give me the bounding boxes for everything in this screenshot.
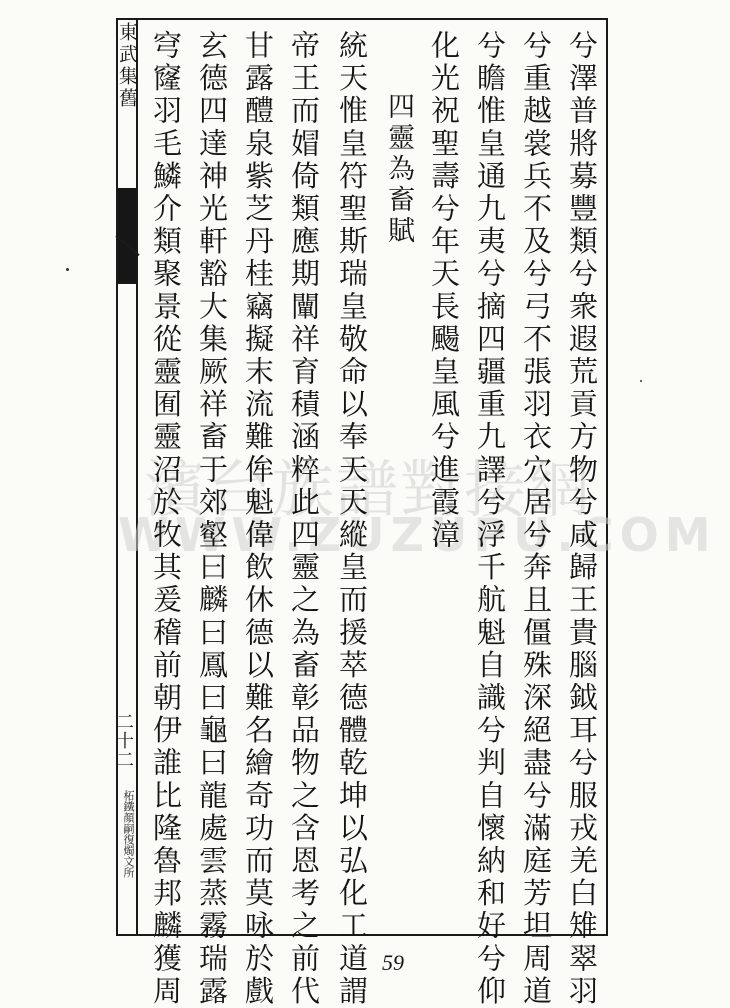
text-column-6: 統天惟皇符聖斯瑞皇敬命以奉天天縱皇而援萃德體乾坤以弘化工道謂 xyxy=(335,30,369,1008)
text-column-3: 兮瞻惟皇通九夷兮摘四疆重九譯兮浮千航魁自識兮判自懷納和好兮仰 xyxy=(473,30,507,1008)
text-column-8: 甘露醴泉紫芝丹桂竊擬末流難侔魁偉飲休德以難名繪奇功而莫咏於戲 xyxy=(241,30,275,1008)
scan-speck xyxy=(640,380,642,382)
text-column-10: 穹窿羽毛鱗介類聚景從靈囿靈沼於牧其爰稽前朝伊誰比隆魯邦麟獲周 xyxy=(149,30,183,1008)
text-column-4: 化光祝聖壽兮年天長颺皇風兮進霞漳 xyxy=(427,30,461,552)
section-heading: 四靈為畜賦 xyxy=(383,92,414,247)
scan-speck xyxy=(66,268,69,271)
text-column-1: 兮澤普將募豐類兮衆遐荒貢方物兮咸歸王貴腦鉞耳兮服戎羌白雉翠羽 xyxy=(565,30,599,1008)
text-column-7: 帝王而媢倚類應期闡祥育積涵粹此四靈之為畜彰品物之含恩考之前代 xyxy=(287,30,321,1008)
spine-folio-number: 二十二 xyxy=(113,712,134,769)
spine-printer-note: 柘鐵顏嗣復燭文所 xyxy=(122,790,135,878)
watermark-text: 濱台族譜對接網 xyxy=(143,453,592,526)
spine-divider-line xyxy=(116,282,138,284)
spine-book-title: 東武集舊 xyxy=(116,22,138,110)
text-column-2: 兮重越裳兵不及兮弓不張羽衣穴居兮奔且僵殊深絕盡兮滿庭芳坦周道 xyxy=(519,30,553,1008)
text-column-9: 玄德四達神光軒豁大集厥祥畜于郊壑曰麟曰鳳曰龜曰龍處雲蒸霧瑞露 xyxy=(195,30,229,1008)
watermark-url: WWW.ZUZUPU.COM xyxy=(118,508,717,562)
page-number: 59 xyxy=(382,950,404,975)
spine-black-block xyxy=(118,188,136,282)
